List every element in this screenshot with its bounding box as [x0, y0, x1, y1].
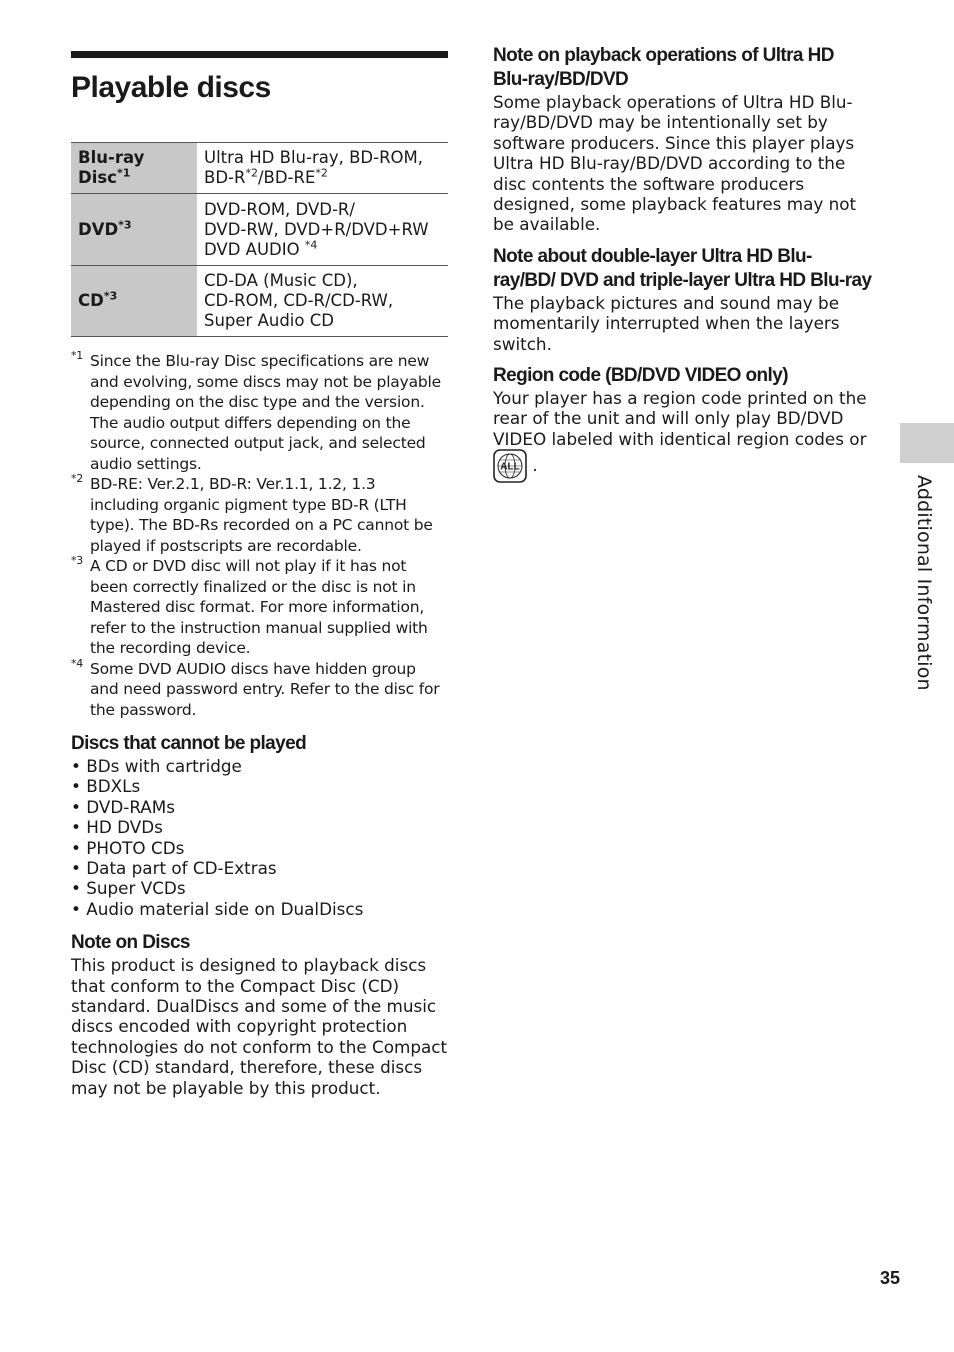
right-column [493, 44, 873, 483]
title-rule [71, 51, 448, 58]
double-layer-text: The playback pictures and sound may be momentarily interrupted when the layers switch. [493, 292, 840, 354]
table-value-cell: CD-DA (Music CD), CD-ROM, CD-R/CD-RW, Super Audio CD [197, 266, 448, 337]
region-all-globe-icon [493, 449, 527, 483]
disc-table [71, 142, 448, 337]
note-on-discs-heading: Note on Discs [71, 932, 190, 954]
table-value-cell: Ultra HD Blu-ray, BD-ROM, $BD-R^{*2}/BD-RE^{*2}$ [197, 143, 448, 194]
region-code-text: Your player has a region code printed on the rear of the unit and will only play BD/DVD VIDEO labeled with identical region codes or ALL . [493, 388, 873, 483]
region-code-heading: Region code (BD/DVD VIDEO only) [493, 365, 788, 387]
list-item: • Super VCDs [71, 878, 448, 898]
footnote: *4 Some DVD AUDIO discs have hidden group and need password entry. Refer to the disc for the password. [71, 656, 440, 719]
table-header-cell: DVD$^{*3}$ [71, 194, 197, 266]
section-label: Additional Information [913, 475, 935, 691]
table-header-cell: Blu-ray Disc$^{*1}$ [71, 143, 197, 194]
list-item: • DVD-RAMs [71, 797, 448, 817]
section-tab [900, 423, 954, 463]
playback-note-heading: Note on playback operations of Ultra HD Blu-ray/BD/DVD [493, 45, 834, 90]
region-icon-label: ALL [500, 461, 520, 473]
footnote: *3 A CD or DVD disc will not play if it has not been correctly finalized or the disc is not in Mastered disc format. For more information, refer to the instruction manual supplied with the recording device. [71, 554, 428, 657]
page-title: Playable discs [71, 71, 271, 104]
table-header-cell: CD$^{*3}$ [71, 266, 197, 337]
list-item: • Audio material side on DualDiscs [71, 899, 448, 919]
cannot-play-list [71, 756, 448, 919]
table-value-cell: DVD-ROM, DVD-R/ DVD-RW, DVD+R/DVD+RW DVD AUDIO $^{*4}$ [197, 194, 448, 266]
list-item: • HD DVDs [71, 817, 448, 837]
list-item: • PHOTO CDs [71, 838, 448, 858]
table-row [71, 266, 448, 337]
list-item: • BDs with cartridge [71, 756, 448, 776]
left-column [71, 51, 448, 1098]
footnote: *1 Since the Blu-ray Disc specifications are new and evolving, some discs may not be playable depending on the disc type and the version. The audio output differs depending on the source, connected output jack, and selected audio settings. [71, 349, 441, 473]
list-item: • Data part of CD-Extras [71, 858, 448, 878]
table-row [71, 143, 448, 194]
playback-note-text: Some playback operations of Ultra HD Blu-ray/BD/DVD may be intentionally set by software producers. Since this player plays Ultra HD Blu-ray/BD/DVD according to the disc contents the software producers designed, some playback features may not be available. [493, 92, 857, 235]
list-item: • BDXLs [71, 776, 448, 796]
note-on-discs-text: This product is designed to playback discs that conform to the Compact Disc (CD) standard. DualDiscs and some of the music discs encoded with copyright protection technologies do not conform to the Compact Disc (CD) standard, therefore, these discs may not be playable by this product. [71, 955, 448, 1098]
table-row [71, 194, 448, 266]
cannot-play-heading: Discs that cannot be played [71, 733, 307, 754]
footnote: *2 BD-RE: Ver.2.1, BD-R: Ver.1.1, 1.2, 1.3 including organic pigment type BD-R (LTH type). The BD-Rs recorded on a PC cannot be played if postscripts are recordable. [71, 472, 433, 555]
footnotes [71, 351, 448, 720]
page-number: 35 [880, 1268, 901, 1288]
double-layer-heading: Note about double-layer Ultra HD Blu-ray/BD/ DVD and triple-layer Ultra HD Blu-ray [493, 245, 872, 291]
